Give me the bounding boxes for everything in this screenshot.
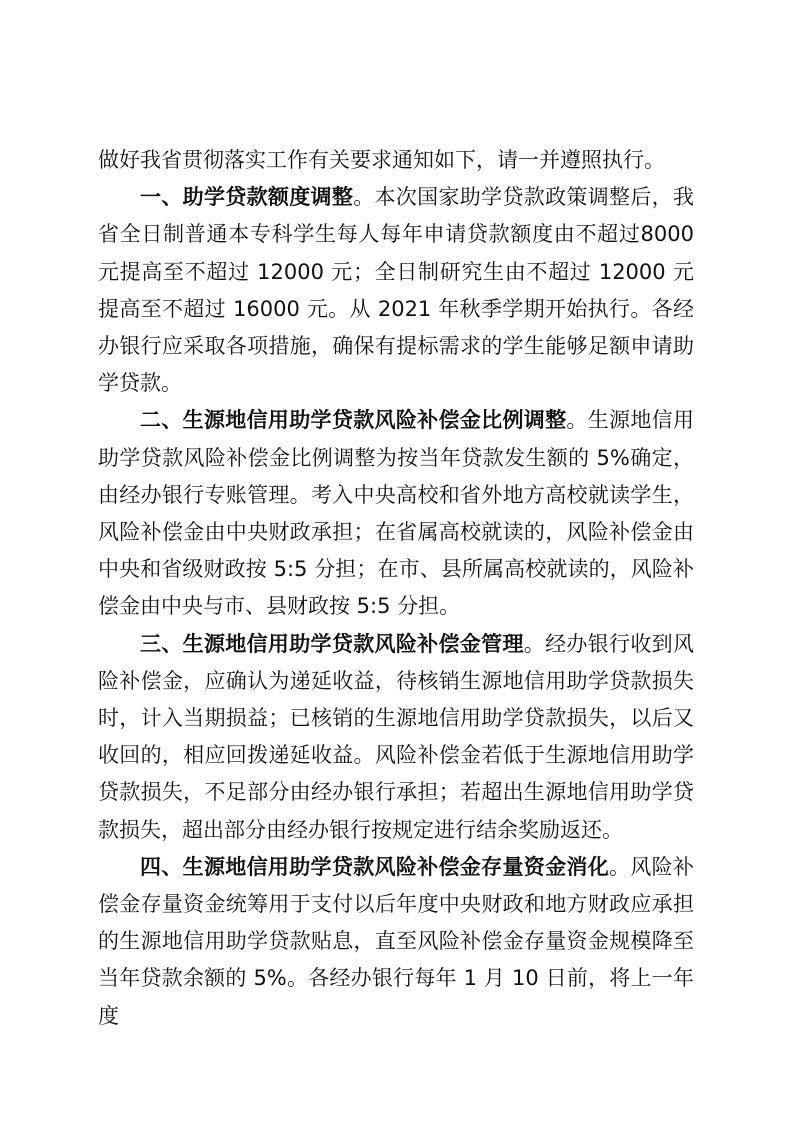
section-heading: 四、生源地信用助学贷款风险补偿金存量资金消化 xyxy=(140,854,610,879)
section-heading: 一、助学贷款额度调整 xyxy=(140,185,354,210)
paragraph-intro xyxy=(98,142,694,179)
paragraph-text: 。风险补偿金存量资金统筹用于支付以后年度中央财政和地方财政应承担的生源地信用助学贷款贴息，直至风险补偿金存量资金规模降至当年贷款余额的 5%。各经办银行每年 1 月 10 日前，将上一年度 xyxy=(98,854,695,1028)
paragraph-section-3 xyxy=(98,626,694,849)
paragraph-section-1 xyxy=(98,179,694,402)
section-heading: 二、生源地信用助学贷款风险补偿金比例调整 xyxy=(140,408,567,433)
paragraph-text: 。经办银行收到风险补偿金，应确认为递延收益，待核销生源地信用助学贷款损失时，计入当期损益；已核销的生源地信用助学贷款损失，以后又收回的，相应回拨递延收益。风险补偿金若低于生源地信用助学贷款损失，不足部分由经办银行承担；若超出生源地信用助学贷款损失，超出部分由经办银行按规定进行结余奖励返还。 xyxy=(98,631,695,842)
document-body xyxy=(98,142,694,1035)
paragraph-section-2 xyxy=(98,402,694,625)
paragraph-text: 做好我省贯彻落实工作有关要求通知如下，请一并遵照执行。 xyxy=(98,148,665,172)
section-heading: 三、生源地信用助学贷款风险补偿金管理 xyxy=(140,631,524,656)
paragraph-text: 。生源地信用助学贷款风险补偿金比例调整为按当年贷款发生额的 5%确定，由经办银行专账管理。考入中央高校和省外地方高校就读学生，风险补偿金由中央财政承担；在省属高校就读的，风险补偿金由中央和省级财政按 5:5 分担；在市、县所属高校就读的，风险补偿金由中央与市、县财政按 5:5 分担。 xyxy=(98,408,695,619)
paragraph-text: 。本次国家助学贷款政策调整后，我省全日制普通本专科学生每人每年申请贷款额度由不超过8000元提高至不超过 12000 元；全日制研究生由不超过 12000 元提高至不超过 16000 元。从 2021 年秋季学期开始执行。各经办银行应采取各项措施，确保有提标需求的学生能够足额申请助学贷款。 xyxy=(98,185,695,396)
paragraph-section-4 xyxy=(98,849,694,1035)
